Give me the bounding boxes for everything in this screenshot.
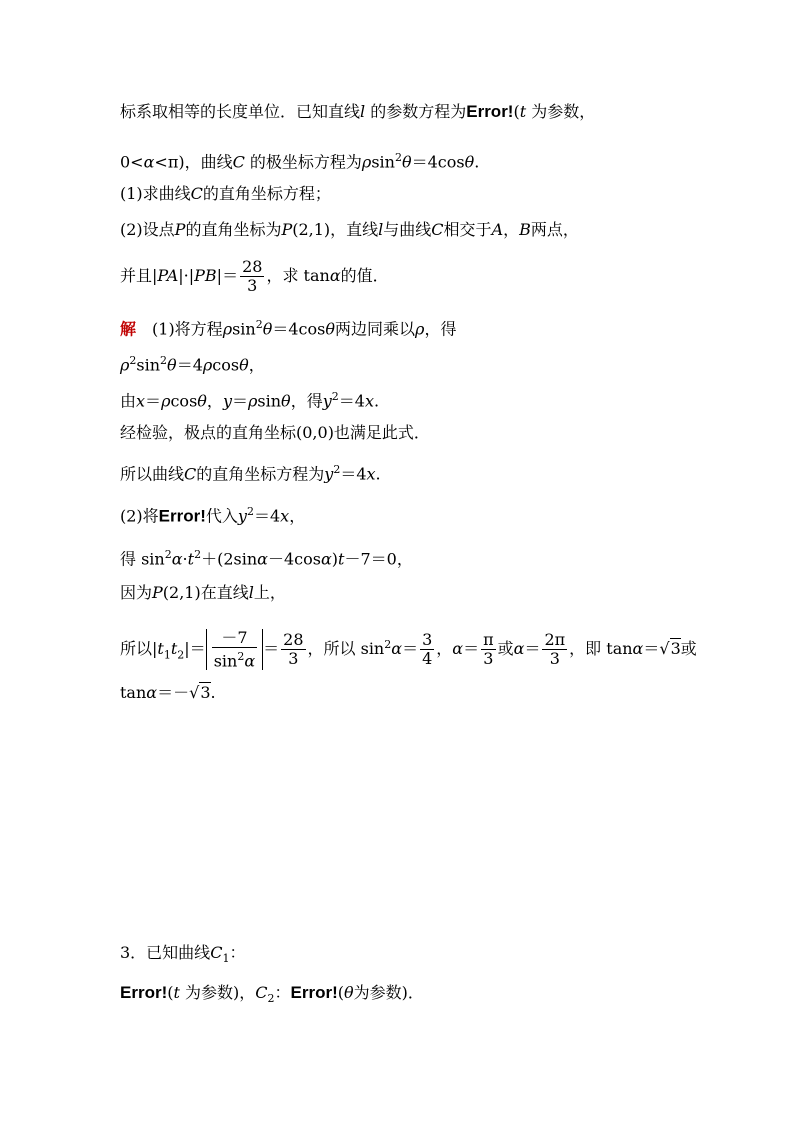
text: ＝4cos xyxy=(411,152,465,172)
text: 为参数， xyxy=(526,102,596,121)
text: ，得 xyxy=(290,391,323,411)
error-placeholder: Error! xyxy=(120,983,168,1002)
var-theta: θ xyxy=(325,319,336,339)
solution-line3 xyxy=(120,386,379,412)
text: . xyxy=(210,683,216,702)
text: 为参数)， xyxy=(179,983,256,1002)
var-C: C xyxy=(210,943,223,962)
var-C: C xyxy=(232,152,245,172)
text: ＝－ xyxy=(157,683,190,702)
superscript: 2 xyxy=(331,390,339,403)
var-t: t xyxy=(157,639,164,659)
var-alpha: α xyxy=(452,639,464,659)
denominator: 3 xyxy=(483,649,494,669)
var-y: y xyxy=(237,506,247,526)
text: ＝4 xyxy=(338,391,365,411)
var-alpha: α xyxy=(320,549,332,569)
fraction xyxy=(281,631,305,668)
var-C: C xyxy=(184,464,197,484)
text: ＝ xyxy=(263,639,280,659)
denominator: 3 xyxy=(247,276,258,295)
var-theta: θ xyxy=(344,983,354,1002)
var-y: y xyxy=(222,391,232,411)
text: (2,1)在直线 xyxy=(162,583,249,602)
text: · xyxy=(182,549,188,569)
fraction xyxy=(542,631,567,668)
fraction xyxy=(240,258,264,295)
superscript: 2 xyxy=(237,650,245,663)
text: ( xyxy=(513,102,520,121)
text: 的极坐标方程为 xyxy=(244,152,362,172)
fraction xyxy=(420,631,434,668)
superscript: 2 xyxy=(129,354,137,367)
var-t: t xyxy=(187,549,195,569)
var-rho: ρ xyxy=(161,391,171,411)
text: (1)将方程 xyxy=(136,319,223,339)
text: －4cos xyxy=(267,549,321,569)
var-theta: θ xyxy=(401,152,412,172)
superscript: 2 xyxy=(246,505,254,518)
text: cos xyxy=(212,355,240,375)
var-l: l xyxy=(360,102,366,121)
solution-line7 xyxy=(120,544,413,570)
problem3-line2 xyxy=(120,982,424,1010)
var-alpha: α xyxy=(143,152,155,172)
text: 所以| xyxy=(120,639,158,659)
var-theta: θ xyxy=(464,152,475,172)
var-alpha: α xyxy=(244,651,256,671)
var-t: t xyxy=(519,102,527,121)
var-alpha: α xyxy=(257,549,268,569)
numerator: 3 xyxy=(422,630,433,650)
text: ， xyxy=(248,355,265,375)
var-t: t xyxy=(170,639,178,659)
text: |·| xyxy=(178,266,195,285)
denominator: 4 xyxy=(422,649,433,669)
var-P: P xyxy=(281,220,293,239)
solution-line8 xyxy=(120,582,286,604)
solution-label: 解 xyxy=(120,319,137,339)
text: 0< xyxy=(120,152,144,172)
fraction xyxy=(481,631,496,668)
text: . xyxy=(375,464,381,484)
text: 的值． xyxy=(340,266,389,285)
text: sin xyxy=(257,391,282,411)
text: 所以曲线 xyxy=(120,464,185,484)
text: ) xyxy=(331,549,339,569)
subscript: 2 xyxy=(267,992,275,1006)
var-x: x xyxy=(280,506,290,526)
var-theta: θ xyxy=(281,391,291,411)
solution-line2 xyxy=(120,350,265,376)
text: |＝ xyxy=(184,639,206,659)
text: ＝ xyxy=(643,639,660,659)
numerator: π xyxy=(483,630,494,650)
numerator: －7 xyxy=(212,629,257,648)
var-x: x xyxy=(136,391,146,411)
text: 两点， xyxy=(530,220,579,239)
text: (2)设点 xyxy=(120,220,175,239)
var-theta: θ xyxy=(239,355,249,375)
error-placeholder: Error! xyxy=(466,102,514,121)
text: ，求 tan xyxy=(266,266,330,285)
text: ＝4 xyxy=(253,506,281,526)
superscript: 2 xyxy=(194,548,202,561)
var-alpha: α xyxy=(146,683,158,702)
text: ，即 tan xyxy=(569,639,633,659)
question-2-continued xyxy=(120,258,389,295)
text: 因为 xyxy=(120,583,153,602)
subscript: 1 xyxy=(222,952,230,966)
text: 两边同乘以 xyxy=(335,319,416,339)
text: ， xyxy=(503,220,520,239)
error-placeholder: Error! xyxy=(290,983,338,1002)
text: sin xyxy=(136,355,161,375)
text: 或 xyxy=(497,639,514,659)
solution-line10 xyxy=(120,682,216,704)
var-t: t xyxy=(338,549,345,569)
text: 为参数)． xyxy=(353,983,424,1002)
text: ( xyxy=(337,983,345,1002)
text: <π)，曲线 xyxy=(154,152,233,172)
var-C: C xyxy=(431,220,444,239)
text: 得 sin xyxy=(120,549,165,569)
var-PA: PA xyxy=(157,266,179,285)
var-PB: PB xyxy=(194,266,217,285)
text: ＝ xyxy=(145,391,162,411)
var-alpha: α xyxy=(171,549,183,569)
text: (1)求曲线 xyxy=(120,184,191,203)
text: ， xyxy=(289,506,306,526)
numerator: 28 xyxy=(242,257,263,276)
text: sin xyxy=(371,152,395,172)
superscript: 2 xyxy=(160,354,168,367)
sqrt-sign: √ xyxy=(189,683,200,702)
text: ＝ xyxy=(524,639,541,659)
text: ＋(2sin xyxy=(201,549,258,569)
var-y: y xyxy=(322,391,332,411)
var-C: C xyxy=(190,184,203,203)
sqrt-radicand: 3 xyxy=(200,683,211,702)
text: 并且| xyxy=(120,266,158,285)
var-alpha: α xyxy=(329,266,341,285)
subscript: 1 xyxy=(163,648,171,662)
text: ＝ xyxy=(402,639,419,659)
text: sin xyxy=(213,651,238,671)
var-alpha: α xyxy=(513,639,525,659)
solution-line5 xyxy=(120,459,381,485)
text: ＝4 xyxy=(176,355,203,375)
text: ＝4 xyxy=(340,464,367,484)
problem2-line1 xyxy=(120,101,595,123)
var-theta: θ xyxy=(167,355,177,375)
numerator: 28 xyxy=(283,630,304,650)
var-rho: ρ xyxy=(415,319,425,339)
denominator: 3 xyxy=(288,649,299,669)
text: 相交于 xyxy=(443,220,492,239)
var-C: C xyxy=(255,983,268,1002)
text: 由 xyxy=(120,391,137,411)
fraction xyxy=(212,629,257,670)
text: 与曲线 xyxy=(383,220,432,239)
question-2 xyxy=(120,219,579,241)
var-rho: ρ xyxy=(120,355,130,375)
error-placeholder: Error! xyxy=(158,506,206,526)
problem2-line2 xyxy=(120,147,479,173)
text: 或 xyxy=(680,639,697,659)
superscript: 2 xyxy=(384,637,392,651)
superscript: 2 xyxy=(164,548,172,561)
text: ，得 xyxy=(424,319,457,339)
text: cos xyxy=(170,391,198,411)
text: 标系取相等的长度单位．已知直线 xyxy=(120,102,361,121)
text: 上， xyxy=(253,583,286,602)
text: 的直角坐标方程为 xyxy=(196,464,325,484)
text: tan xyxy=(120,683,147,702)
text: ( xyxy=(167,983,174,1002)
text: . xyxy=(474,152,480,172)
solution-line1 xyxy=(120,314,456,340)
text: ： xyxy=(229,943,246,962)
text: ： xyxy=(274,983,291,1002)
text: －7＝0， xyxy=(344,549,413,569)
solution-line9 xyxy=(120,629,697,670)
superscript: 2 xyxy=(255,318,263,331)
text: ＝4cos xyxy=(272,319,326,339)
text: ＝ xyxy=(231,391,248,411)
var-P: P xyxy=(152,583,163,602)
absolute-value xyxy=(206,629,263,670)
var-rho: ρ xyxy=(202,355,213,375)
text: ， xyxy=(206,391,223,411)
var-A: A xyxy=(491,220,504,239)
text: 3．已知曲线 xyxy=(120,943,211,962)
var-rho: ρ xyxy=(222,319,233,339)
sqrt-radicand: 3 xyxy=(670,639,681,659)
text: ， xyxy=(436,639,453,659)
var-B: B xyxy=(519,220,531,239)
superscript: 2 xyxy=(333,463,341,476)
var-P: P xyxy=(174,220,186,239)
text: . xyxy=(373,391,380,411)
var-alpha: α xyxy=(632,639,644,659)
var-x: x xyxy=(366,464,376,484)
var-l: l xyxy=(378,220,384,239)
text: 的直角坐标为 xyxy=(185,220,282,239)
var-rho: ρ xyxy=(361,152,372,172)
text: (2,1)，直线 xyxy=(292,220,379,239)
subscript: 2 xyxy=(177,648,185,662)
superscript: 2 xyxy=(394,151,402,164)
denominator xyxy=(212,648,257,670)
text: 代入 xyxy=(205,506,238,526)
problem3-line1 xyxy=(120,942,245,970)
var-t: t xyxy=(173,983,180,1002)
numerator: 2π xyxy=(544,630,566,650)
var-theta: θ xyxy=(197,391,207,411)
var-rho: ρ xyxy=(248,391,258,411)
text: sin xyxy=(232,319,256,339)
var-alpha: α xyxy=(391,639,403,659)
sqrt-sign: √ xyxy=(659,639,670,659)
text: (2)将 xyxy=(120,506,159,526)
solution-line6 xyxy=(120,501,305,527)
text: ＝ xyxy=(463,639,480,659)
var-l: l xyxy=(248,583,254,602)
var-y: y xyxy=(324,464,334,484)
denominator: 3 xyxy=(549,649,560,669)
var-theta: θ xyxy=(262,319,273,339)
text: 经检验，极点的直角坐标(0,0)也满足此式． xyxy=(120,423,430,442)
text: 的参数方程为 xyxy=(365,102,467,121)
solution-line4 xyxy=(120,422,430,444)
text: |＝ xyxy=(216,266,239,285)
text: 的直角坐标方程； xyxy=(202,184,331,203)
question-1 xyxy=(120,183,331,205)
text: ，所以 sin xyxy=(307,639,385,659)
var-x: x xyxy=(364,391,374,411)
